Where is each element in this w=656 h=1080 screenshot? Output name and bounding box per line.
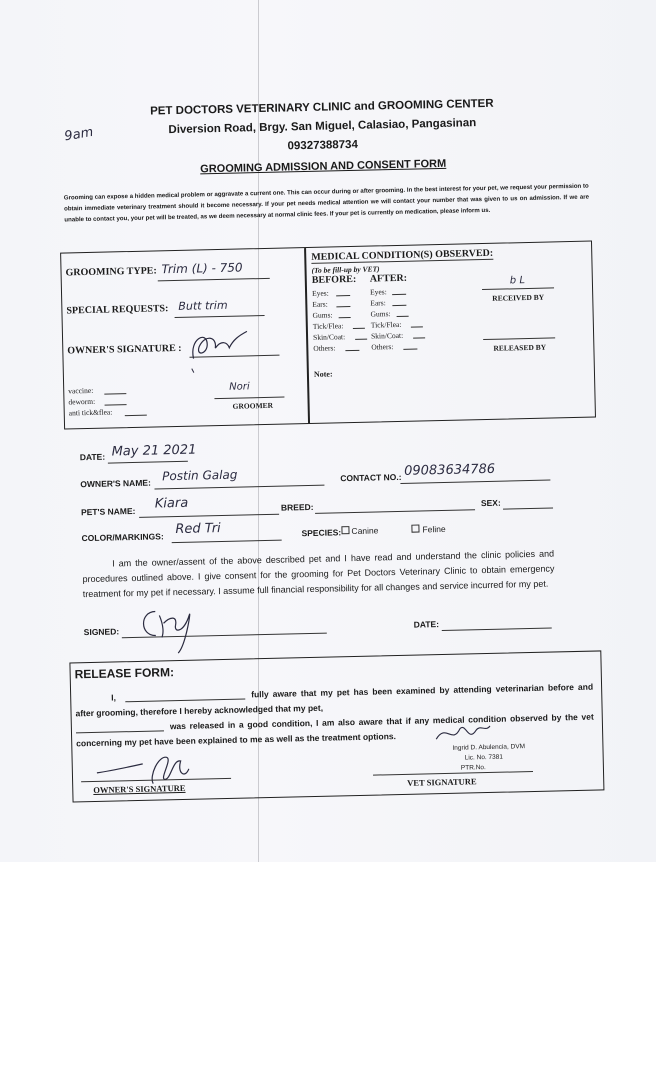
groomer-line (214, 397, 284, 400)
received-by-value[interactable]: b L (509, 275, 526, 287)
vet-signature-label: VET SIGNATURE (407, 776, 477, 788)
signed-signature-scribble (133, 604, 204, 646)
signed-label: SIGNED: (83, 626, 120, 638)
species-canine-option[interactable] (341, 525, 378, 536)
date-label: DATE: (79, 451, 106, 463)
vet-name: Ingrid D. Abulencia, DVM (452, 743, 526, 752)
note-label: Note: (313, 369, 333, 379)
canine-checkbox[interactable] (341, 526, 349, 534)
feline-label: Feline (422, 523, 446, 535)
before-ears: Ears: (312, 299, 328, 309)
clinic-phone: 09327388734 (287, 138, 359, 153)
box-divider (304, 248, 309, 423)
sex-label: SEX: (480, 497, 501, 509)
clinic-name: PET DOCTORS VETERINARY CLINIC and GROOMING CENTER (150, 97, 494, 118)
feline-checkbox[interactable] (411, 525, 419, 533)
form-title: GROOMING ADMISSION AND CONSENT FORM (200, 157, 447, 176)
after-eyes: Eyes: (369, 287, 387, 297)
special-requests-label: SPECIAL REQUESTS: (66, 303, 169, 317)
after-others: Others: (371, 342, 394, 352)
after-ears-line (392, 305, 406, 306)
breed-line (315, 509, 475, 514)
before-gums: Gums: (312, 310, 333, 320)
release-i-label: I, (111, 692, 117, 703)
grooming-medical-box (60, 241, 596, 430)
release-title: RELEASE FORM: (74, 665, 175, 682)
species-label: SPECIES: (301, 527, 342, 539)
before-eyes: Eyes: (311, 288, 329, 298)
owner-signature-label: OWNER'S SIGNATURE : (67, 342, 182, 357)
special-requests-line (175, 315, 265, 318)
contact-value[interactable]: 09083634786 (403, 461, 496, 479)
released-by-label: RELEASED BY (493, 342, 547, 353)
pet-name-value[interactable]: Kiara (154, 495, 189, 512)
grooming-consent-form (40, 15, 620, 795)
after-others-line (403, 349, 417, 350)
owner-name-line (154, 485, 324, 490)
groomer-label: GROOMER (232, 400, 274, 411)
handwritten-time: 9am (63, 124, 95, 145)
after-gums-line (397, 316, 409, 317)
color-label: COLOR/MARKINGS: (81, 531, 164, 544)
contact-label: CONTACT NO.: (340, 471, 402, 484)
before-ears-line (336, 306, 350, 307)
color-line (172, 540, 282, 543)
medical-subtitle: (To be fill-up by VET) (311, 264, 380, 275)
owner-name-label: OWNER'S NAME: (80, 477, 151, 490)
before-others: Others: (313, 343, 336, 353)
vaccine-line (104, 393, 126, 394)
before-eyes-line (336, 295, 350, 296)
before-tick-flea: Tick/Flea: (312, 321, 344, 331)
date-value[interactable]: May 21 2021 (111, 442, 197, 460)
canine-label: Canine (351, 525, 379, 537)
before-label: BEFORE: (311, 273, 357, 286)
medical-title: MEDICAL CONDITION(S) OBSERVED: (311, 247, 494, 263)
owner-signature-scribble (185, 325, 256, 367)
after-ears: Ears: (370, 298, 386, 308)
after-eyes-line (392, 294, 406, 295)
vet-signature-line (373, 771, 533, 776)
before-skin-coat: Skin/Coat: (312, 332, 346, 342)
before-others-line (345, 350, 359, 351)
release-text-2: was released in a good condition, I am also aware that if any medical condition observed by the vet concerning my pet have been explained to me as well as the treatment options. (76, 711, 594, 749)
after-tick-line (411, 326, 423, 327)
released-by-line (483, 337, 555, 340)
after-tick-flea: Tick/Flea: (370, 319, 402, 330)
before-gums-line (339, 317, 351, 318)
pet-name-label: PET'S NAME: (80, 505, 136, 518)
grooming-disclaimer: Grooming can expose a hidden medical problem or aggravate a current one. This can occur during or after grooming. In the best interest for your pet, we request your permission to obtain immediate veterinary treatment should it become necessary. If your pet needs medical attention we will contact your number that was given to us on admission. If we are unable to contact you, your pet will be treated, as we deem necessary at normal clinic fees. If your pet is currently on medication, please inform us. (63, 182, 590, 224)
before-skin-line (355, 339, 367, 340)
received-by-line (482, 287, 554, 290)
date-line (108, 461, 188, 464)
color-value[interactable]: Red Tri (175, 521, 221, 538)
release-form-box (69, 650, 604, 802)
consent-date-label: DATE: (413, 619, 440, 630)
grooming-type-line (158, 278, 270, 282)
before-tick-line (353, 328, 365, 329)
vaccine-label: vaccine: (68, 385, 94, 396)
vet-license: Lic. No. 7381 (464, 753, 504, 762)
sex-line (503, 507, 553, 509)
clinic-address: Diversion Road, Brgy. San Miguel, Calasiao, Pangasinan (168, 117, 477, 137)
release-text-1: fully aware that my pet has been examined by attending veterinarian before and after grooming, therefore I hereby acknowledged that my pet, (75, 681, 594, 719)
anti-tick-label: anti tick&flea: (68, 407, 113, 418)
consent-date-line (442, 628, 552, 631)
owner-name-value[interactable]: Postin Galag (162, 467, 238, 484)
deworm-line (105, 404, 127, 405)
contact-line (400, 480, 550, 484)
after-skin-line (413, 337, 425, 338)
groomer-value[interactable]: Nori (229, 381, 250, 393)
species-feline-option[interactable] (411, 524, 445, 535)
deworm-label: deworm: (68, 396, 96, 407)
received-by-label: RECEIVED BY (492, 292, 545, 303)
after-gums: Gums: (370, 309, 391, 319)
grooming-type-label: GROOMING TYPE: (65, 265, 157, 279)
breed-label: BREED: (280, 501, 314, 513)
vet-ptr: PTR.No. (460, 764, 486, 772)
release-owner-signature-label: OWNER'S SIGNATURE (93, 782, 186, 795)
special-requests-value[interactable]: Butt trim (178, 298, 228, 313)
after-skin-coat: Skin/Coat: (370, 330, 404, 341)
after-label: AFTER: (369, 272, 408, 285)
anti-tick-line (125, 415, 147, 416)
consent-text: I am the owner/assent of the above described pet and I have read and understand the clinic policies and procedures outlined above. I give consent for the grooming for Pet Doctors Veterinary Clinic to obtain emergency treatment for my pet if necessary. I assume full financial responsibility for all changes and service incurred for my pet. (82, 548, 555, 600)
grooming-type-value[interactable]: Trim (L) - 750 (161, 260, 243, 277)
